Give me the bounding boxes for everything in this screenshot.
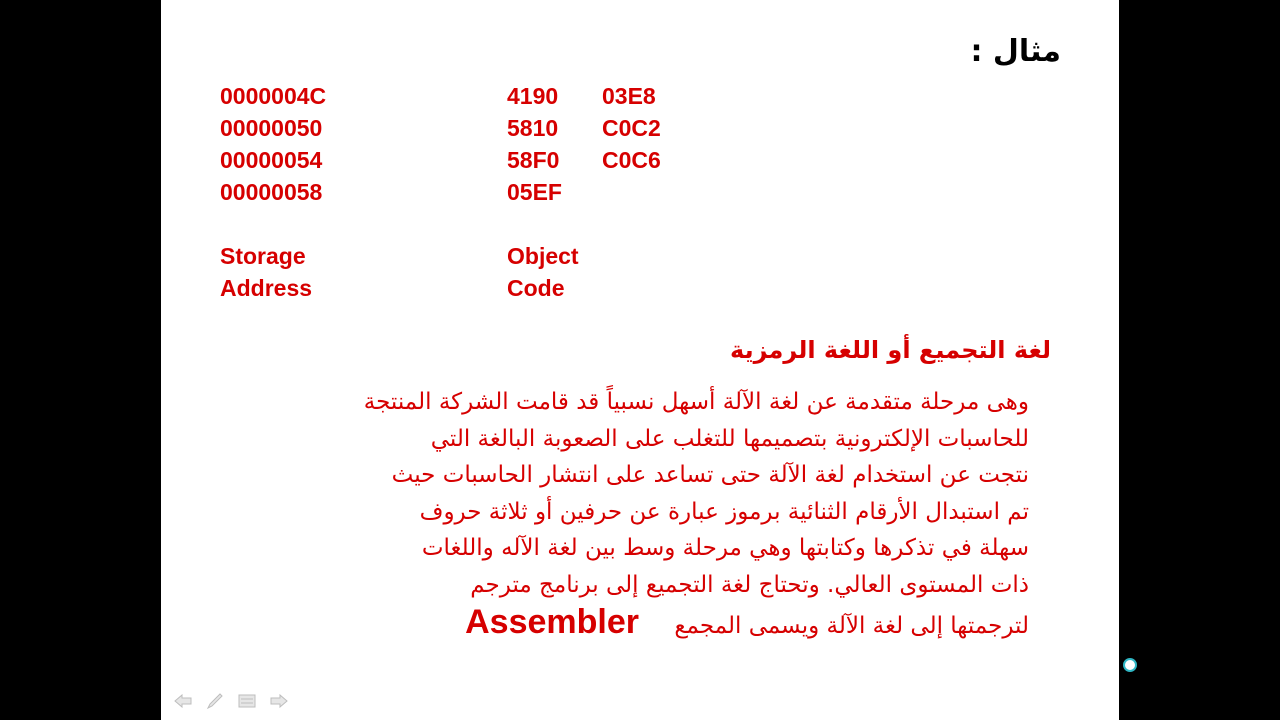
assembler-term: Assembler bbox=[465, 602, 639, 641]
paragraph-line: سهلة في تذكرها وكتابتها وهي مرحلة وسط بين لغة الآله واللغات bbox=[421, 535, 1029, 562]
object-code-column-1 bbox=[507, 80, 562, 208]
paragraph-line: ذات المستوى العالي. وتحتاج لغة التجميع إلى برنامج مترجم bbox=[470, 571, 1029, 598]
paragraph-last-line bbox=[209, 604, 1029, 641]
arrow-left-icon[interactable] bbox=[172, 691, 194, 711]
storage-address-label bbox=[220, 240, 312, 304]
storage-address: 00000054 bbox=[220, 147, 323, 173]
pen-icon[interactable] bbox=[204, 691, 226, 711]
storage-address-column bbox=[220, 80, 326, 208]
slideshow-nav bbox=[172, 690, 290, 712]
description-paragraph bbox=[209, 384, 1029, 640]
paragraph-line: وهى مرحلة متقدمة عن لغة الآلة أسهل نسبياً قد قامت الشركة المنتجة bbox=[363, 389, 1029, 415]
label-address: Address bbox=[220, 275, 313, 301]
object-code: 03E8 bbox=[602, 83, 656, 109]
storage-address: 0000004C bbox=[220, 83, 327, 109]
object-code: 4190 bbox=[507, 83, 559, 109]
label-code: Code bbox=[507, 275, 565, 301]
storage-address: 00000058 bbox=[220, 179, 323, 205]
object-code: 5810 bbox=[507, 115, 559, 141]
object-code-column-2 bbox=[602, 80, 661, 176]
label-storage: Storage bbox=[220, 243, 306, 269]
slide bbox=[161, 0, 1119, 720]
object-code: C0C6 bbox=[602, 147, 661, 173]
menu-icon[interactable] bbox=[236, 691, 258, 711]
object-code: 58F0 bbox=[507, 147, 560, 173]
object-code: C0C2 bbox=[602, 115, 661, 141]
example-title: مثال : bbox=[970, 34, 1061, 69]
cursor-indicator-icon bbox=[1123, 658, 1137, 672]
paragraph-line: لترجمتها إلى لغة الآلة ويسمى المجمع bbox=[674, 612, 1029, 639]
paragraph-line: تم استبدال الأرقام الثنائية برموز عبارة عن حرفين أو ثلاثة حروف bbox=[419, 498, 1029, 525]
arrow-right-icon[interactable] bbox=[268, 691, 290, 711]
paragraph-line: للحاسبات الإلكترونية بتصميمها للتغلب على الصعوبة البالغة التي bbox=[430, 425, 1029, 452]
storage-address: 00000050 bbox=[220, 115, 323, 141]
object-code: 05EF bbox=[507, 179, 562, 205]
section-heading: لغة التجميع أو اللغة الرمزية bbox=[730, 336, 1051, 364]
paragraph-line: نتجت عن استخدام لغة الآلة حتى تساعد على انتشار الحاسبات حيث bbox=[391, 462, 1029, 489]
object-code-label bbox=[507, 240, 579, 304]
label-object: Object bbox=[507, 243, 579, 269]
